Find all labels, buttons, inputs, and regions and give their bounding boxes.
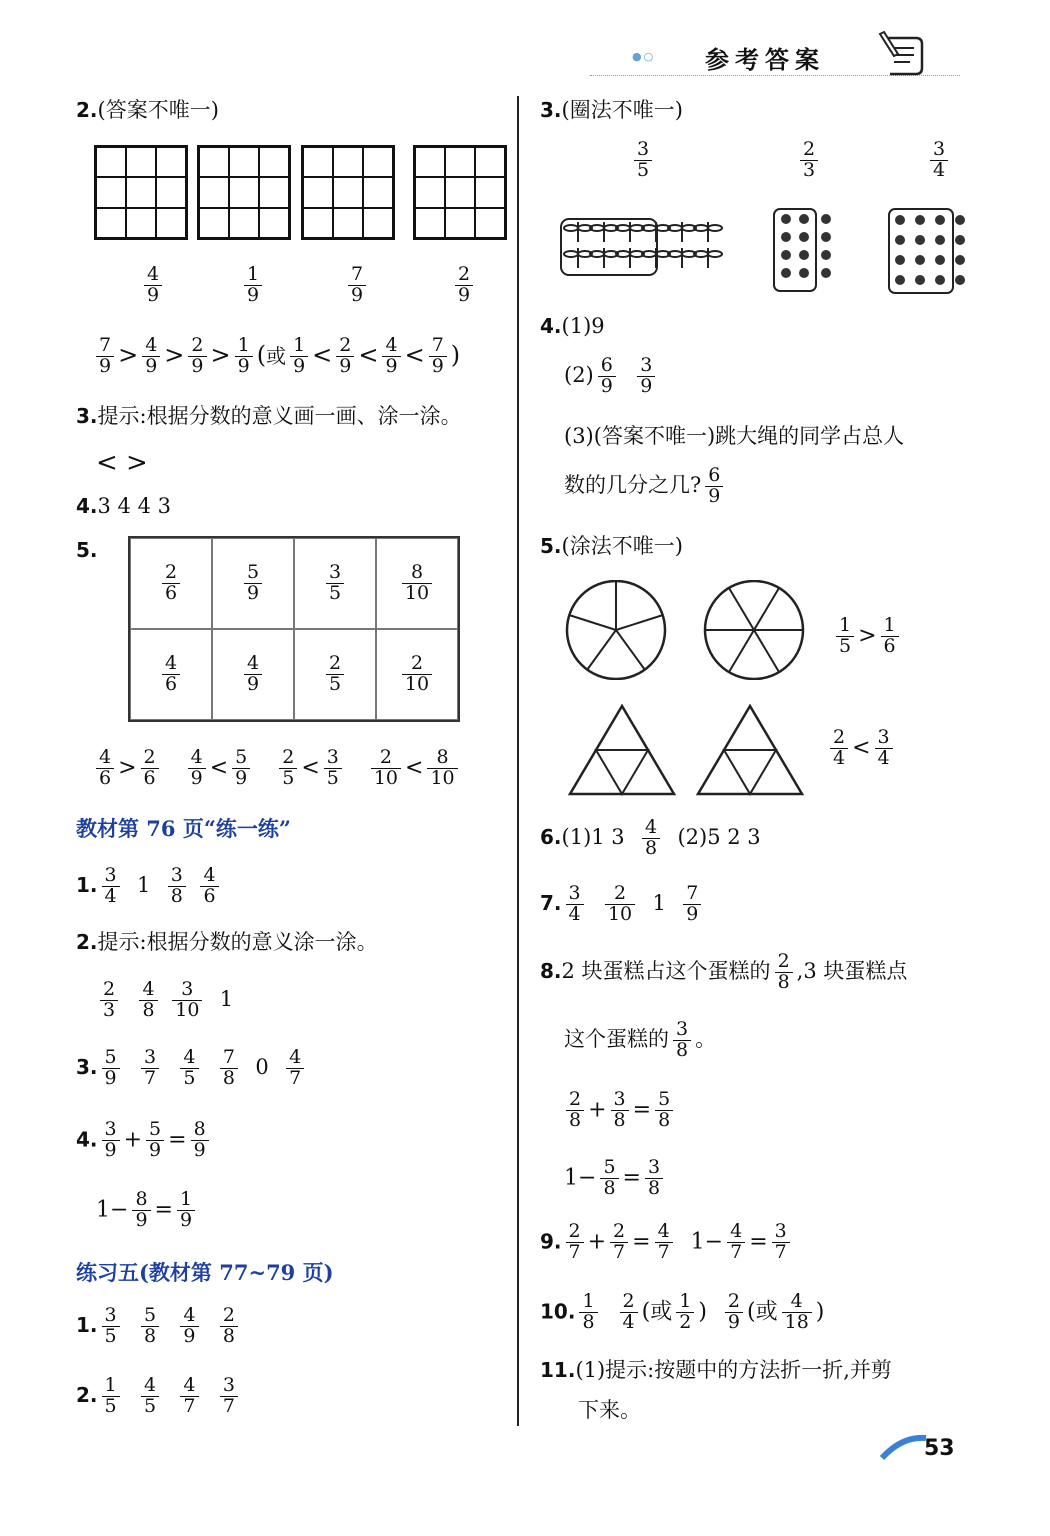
circle-fifths-picture [562, 580, 672, 680]
right-q3-frac-2: $\frac{2}{3}$ [796, 140, 822, 181]
left-q4: 4.3 4 4 3 [76, 494, 171, 518]
left-q3-signs: < > [96, 448, 148, 478]
right-q11-line1: 11.(1)提示:按题中的方法折一折,并剪 [540, 1358, 892, 1382]
q2-frac-4: $\frac{2}{9}$ [451, 265, 477, 306]
q2-frac-2: $\frac{1}{9}$ [240, 265, 266, 306]
column-divider [517, 96, 519, 1426]
s2-q2: 2. $\frac{1}{5}$ $\frac{4}{5}$ $\frac{4}{7}$ $\frac{3}{7}$ [76, 1376, 242, 1417]
right-q6: 6.(1)1 3 $\frac{4}{8}$ (2)5 2 3 [540, 816, 761, 859]
s2-q1: 1. $\frac{3}{5}$ $\frac{5}{8}$ $\frac{4}{9}$ $\frac{2}{8}$ [76, 1306, 242, 1347]
s1-q3: 3. $\frac{5}{9}$ $\frac{3}{7}$ $\frac{4}{5}$ $\frac{7}{8}$ 0 $\frac{4}{7}$ [76, 1048, 308, 1089]
right-q4-p1: 4.(1)9 [540, 314, 605, 338]
right-q8-line2: 这个蛋糕的 $\frac{3}{8}$ 。 [564, 1018, 717, 1061]
table-cell: $\frac{2}{5}$ [294, 629, 376, 720]
right-q5-compare-1: $\frac{1}{5}$ > $\frac{1}{6}$ [832, 616, 903, 657]
right-q8-eq1: $\frac{2}{8}$ + $\frac{3}{8}$ = $\frac{5}{8}$ [562, 1090, 677, 1131]
right-q4-p2: (2) $\frac{6}{9}$ $\frac{3}{9}$ [564, 356, 659, 397]
s1-q4-line1: 4. $\frac{3}{9}$ + $\frac{5}{9}$ = $\frac{8}{9}$ [76, 1120, 213, 1161]
right-q4-p3a: (3)(答案不唯一)跳大绳的同学占总人 [564, 424, 905, 448]
left-q3: 3.提示:根据分数的意义画一画、涂一涂。 [76, 404, 462, 428]
q5-comparisons: $\frac{4}{6}$ > $\frac{2}{6}$ $\frac{4}{9}$ < $\frac{5}{9}$ $\frac{2}{5}$ < $\frac{3}{5}$ $\frac{2}{10}$ < $\frac{8}{10}$ [92, 748, 462, 789]
section-heading-2: 练习五(教材第 77~79 页) [76, 1260, 334, 1285]
s1-q2: 2.提示:根据分数的意义涂一涂。 [76, 930, 378, 954]
page-header [590, 34, 960, 76]
s1-q1: 1. $\frac{3}{4}$ 1 $\frac{3}{8}$ $\frac{4}{6}$ [76, 866, 223, 907]
page-number: 53 [924, 1436, 955, 1461]
right-q8-line1: 8.2 块蛋糕占这个蛋糕的 $\frac{2}{8}$ ,3 块蛋糕点 [540, 950, 908, 993]
table-cell: $\frac{8}{10}$ [376, 538, 458, 629]
ladybug-group-picture [770, 206, 840, 294]
right-q9: 9. $\frac{2}{7}$ + $\frac{2}{7}$ = $\frac{4}{7}$ 1− $\frac{4}{7}$ = $\frac{3}{7}$ [540, 1222, 794, 1263]
header-dots: ●○ [632, 50, 656, 63]
q2-frac-3: $\frac{7}{9}$ [344, 265, 370, 306]
right-q5-header: 5.(涂法不唯一) [540, 534, 683, 558]
fraction-table [128, 536, 460, 722]
triangle-quarters-picture-2 [694, 704, 806, 796]
table-cell: $\frac{5}{9}$ [212, 538, 294, 629]
q2-frac-1: $\frac{4}{9}$ [140, 265, 166, 306]
table-cell: $\frac{4}{6}$ [130, 629, 212, 720]
s1-q4-line2: 1− $\frac{8}{9}$ = $\frac{1}{9}$ [96, 1190, 199, 1231]
right-q3-frac-3: $\frac{3}{4}$ [926, 140, 952, 181]
right-q11-line2: 下来。 [578, 1398, 641, 1422]
right-q4-p3b: 数的几分之几? $\frac{6}{9}$ [564, 466, 727, 507]
header-title: 参考答案 [705, 46, 825, 74]
right-q8-eq2: 1− $\frac{5}{8}$ = $\frac{3}{8}$ [564, 1158, 667, 1199]
dragonfly-group-picture [558, 214, 738, 278]
right-q7: 7. $\frac{3}{4}$ $\frac{2}{10}$ 1 $\frac{7}{9}$ [540, 884, 705, 925]
grid-4 [413, 145, 507, 240]
table-cell: $\frac{3}{5}$ [294, 538, 376, 629]
grape-group-picture [886, 206, 974, 294]
right-q10: 10. $\frac{1}{8}$ $\frac{2}{4}$ (或 $\frac{1}{2}$ ) $\frac{2}{9}$ (或 $\frac{4}{18}$ ) [540, 1290, 825, 1333]
table-cell: $\frac{4}{9}$ [212, 629, 294, 720]
left-q2-header: 2.(答案不唯一) [76, 98, 219, 122]
left-q5-label: 5. [76, 538, 98, 562]
section-heading-1: 教材第 76 页“练一练” [76, 816, 292, 841]
right-q3-frac-1: $\frac{3}{5}$ [630, 140, 656, 181]
q2-inequality: $\frac{7}{9}$ > $\frac{4}{9}$ > $\frac{2}{9}$ > $\frac{1}{9}$ (或 $\frac{1}{9}$ < $\frac{2}{9}$ < $\frac{4}{9}$ < $\frac{7}{9}$ ) [92, 336, 460, 377]
right-q5-compare-2: $\frac{2}{4}$ < $\frac{3}{4}$ [826, 728, 897, 769]
grid-1 [94, 145, 188, 240]
circle-sixths-picture [698, 580, 810, 680]
right-q3-header: 3.(圈法不唯一) [540, 98, 683, 122]
grid-2 [197, 145, 291, 240]
s1-q2-answers: $\frac{2}{3}$ $\frac{4}{8}$ $\frac{3}{10}$ 1 [96, 980, 233, 1021]
scroll-pencil-icon [876, 30, 936, 78]
triangle-quarters-picture [566, 704, 678, 796]
table-cell: $\frac{2}{6}$ [130, 538, 212, 629]
grid-3 [301, 145, 395, 240]
table-cell: $\frac{2}{10}$ [376, 629, 458, 720]
